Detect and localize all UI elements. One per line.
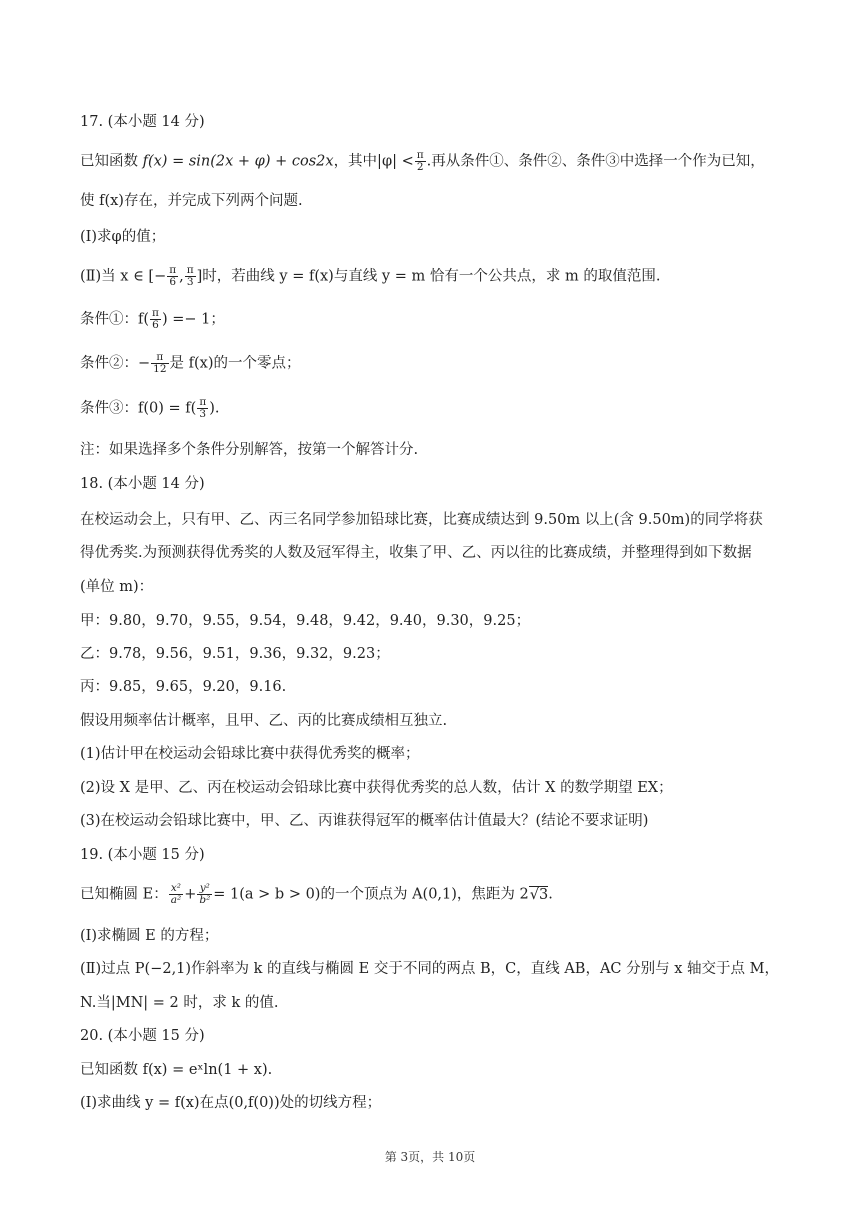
frac-numerator: π [199, 396, 207, 408]
q19-part2: (Ⅱ)过点 P(−2,1)作斜率为 k 的直线与椭圆 E 交于不同的两点 B，C，直线 AB，AC 分别与 x 轴交于点 M， [80, 961, 779, 977]
q19-stem [80, 883, 790, 906]
q17-stem-line1 [80, 150, 790, 173]
q18-data-jia: 甲：9.80，9.70，9.55，9.54，9.48，9.42，9.40，9.30，9.25； [80, 613, 531, 629]
frac-denominator: 6 [152, 319, 159, 331]
q17-stem-b: ，其中|φ| < [333, 153, 414, 170]
q17-stem-c: .再从条件①、条件②、条件③中选择一个作为已知， [426, 153, 765, 170]
frac-denominator: 3 [186, 276, 194, 288]
q17-part2-b: ]时，若曲线 y = f(x)与直线 y = m 恰有一个公共点，求 m 的取值范围. [196, 268, 661, 285]
q17-condition2 [80, 352, 790, 375]
cond3-frac [197, 397, 208, 420]
q18-stem-line3: (单位 m)： [80, 579, 154, 595]
frac-denominator: 6 [169, 276, 177, 288]
q20-stem: 已知函数 f(x) = eˣln(1 + x). [80, 1062, 273, 1078]
cond2-frac [151, 352, 168, 375]
q19-stem-a: 已知椭圆 E： [80, 886, 168, 903]
q18-header: 18. (本小题 14 分) [80, 476, 205, 492]
q17-part2-comma: , [179, 268, 184, 285]
q18-data-bing: 丙：9.85，9.65，9.20，9.16. [80, 679, 287, 695]
q18-part2: (2)设 X 是甲、乙、丙在校运动会铅球比赛中获得优秀奖的总人数，估计 X 的数学期望 EX； [80, 780, 673, 796]
q17-part2-a: (Ⅱ)当 x ∈ [− [80, 268, 167, 285]
plus-sign: + [184, 886, 197, 903]
q20-header: 20. (本小题 15 分) [80, 1028, 205, 1044]
frac-numerator: π [152, 307, 159, 319]
q17-note: 注：如果选择多个条件分别解答，按第一个解答计分. [80, 442, 419, 458]
q17-condition3 [80, 397, 790, 420]
frac-numerator: π [416, 149, 424, 161]
q17-frac-pi-3 [185, 265, 196, 288]
sqrt3: √3 [529, 886, 549, 903]
q18-data-yi: 乙：9.78，9.56，9.51，9.36，9.32，9.23； [80, 646, 390, 662]
cond1-a: 条件①：f( [80, 311, 150, 328]
q17-part2 [80, 265, 790, 288]
frac-numerator: y² [197, 883, 212, 895]
q18-stem-line1: 在校运动会上，只有甲、乙、丙三名同学参加铅球比赛，比赛成绩达到 9.50m 以上(含 9.50m)的同学将获 [80, 512, 763, 528]
cond1-frac [150, 308, 161, 331]
frac-numerator: x² [169, 883, 183, 895]
q18-stem-line2: 得优秀奖.为预测获得优秀奖的人数及冠军得主，收集了甲、乙、丙以往的比赛成绩，并整理得到如下数据 [80, 545, 752, 561]
q18-part3: (3)在校运动会铅球比赛中，甲、乙、丙谁获得冠军的概率估计值最大？(结论不要求证明) [80, 813, 649, 829]
frac-denominator: b² [199, 894, 211, 906]
ellipse-y-frac [197, 883, 212, 906]
frac-denominator: 2 [416, 161, 424, 173]
q19-stem-c: . [548, 886, 553, 903]
q17-header: 17. (本小题 14 分) [80, 114, 205, 130]
cond2-b: 是 f(x)的一个零点； [169, 355, 301, 372]
cond3-b: ). [209, 400, 220, 417]
q19-part1: (Ⅰ)求椭圆 E 的方程； [80, 928, 219, 944]
q17-frac-pi-6 [167, 265, 178, 288]
q18-part1: (1)估计甲在校运动会铅球比赛中获得优秀奖的概率； [80, 746, 420, 762]
frac-numerator: π [151, 352, 168, 364]
q19-header: 19. (本小题 15 分) [80, 847, 205, 863]
q20-part1: (Ⅰ)求曲线 y = f(x)在点(0,f(0))处的切线方程； [80, 1095, 382, 1111]
frac-numerator: π [186, 264, 194, 276]
frac-numerator: π [169, 264, 177, 276]
q17-condition1 [80, 308, 790, 331]
q17-stem-line2: 使 f(x)存在，并完成下列两个问题. [80, 193, 303, 209]
q17-function: f(x) = sin(2x + φ) + cos2x [142, 153, 334, 170]
q19-part2-cont: N.当|MN| = 2 时，求 k 的值. [80, 995, 279, 1011]
q17-stem-a: 已知函数 [80, 153, 143, 170]
q18-assumption: 假设用频率估计概率，且甲、乙、丙的比赛成绩相互独立. [80, 713, 448, 729]
ellipse-x-frac [169, 883, 183, 906]
q19-stem-b: = 1(a > b > 0)的一个顶点为 A(0,1)，焦距为 2 [213, 886, 529, 903]
frac-denominator: a² [170, 894, 182, 906]
page-footer: 第 3页，共 10页 [384, 1150, 476, 1164]
q17-frac-pi-2 [415, 150, 426, 173]
cond1-b: ) =− 1； [161, 311, 225, 328]
cond2-a: 条件②：− [80, 355, 151, 372]
frac-denominator: 12 [153, 363, 167, 375]
frac-denominator: 3 [199, 408, 207, 420]
q17-part1: (Ⅰ)求φ的值； [80, 229, 166, 245]
cond3-a: 条件③：f(0) = f( [80, 400, 197, 417]
